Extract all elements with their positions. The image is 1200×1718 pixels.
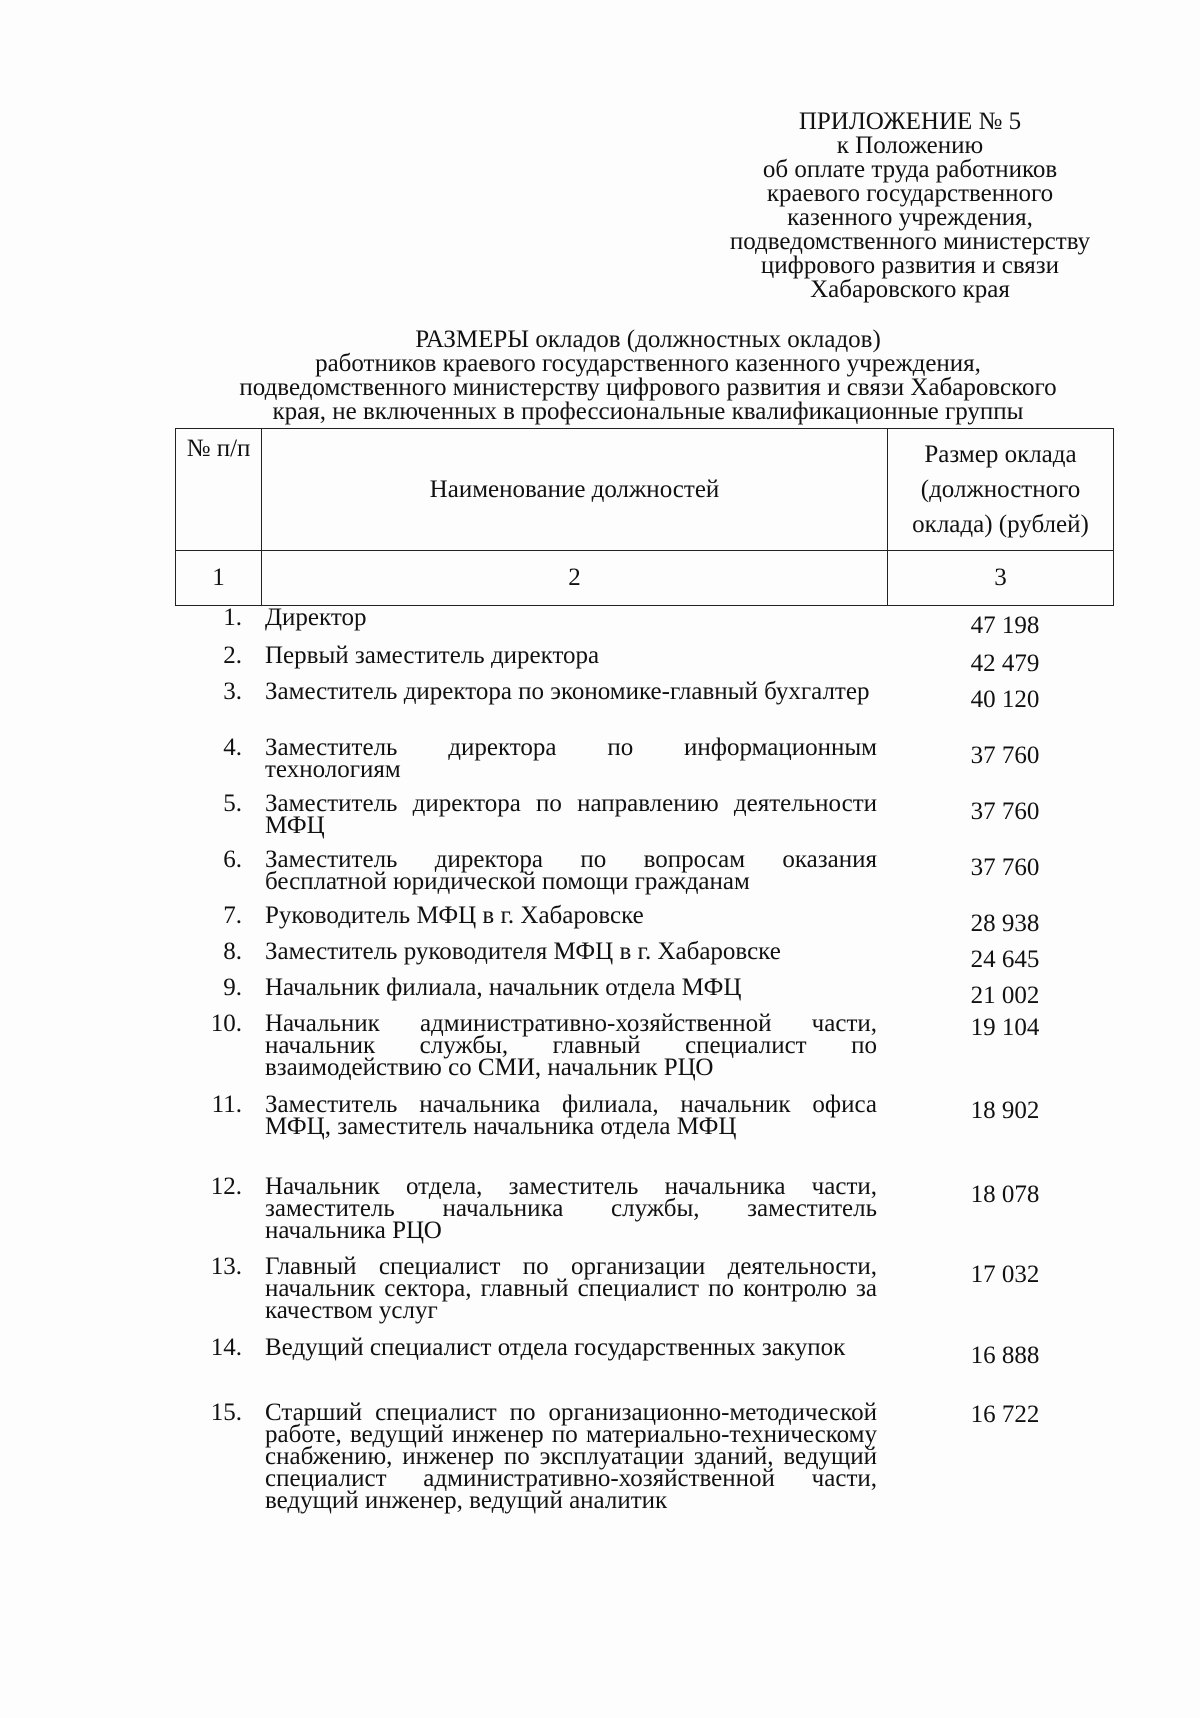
- column-number-row: [176, 551, 1114, 606]
- salary-value: 16 888: [970, 1342, 1040, 1369]
- title-line: работников краевого государственного казенного учреждения,: [315, 350, 981, 377]
- row-number: 10.: [210, 1010, 242, 1037]
- position-name: Заместитель директора по вопросам оказания бесплатной юридической помощи гражданам: [265, 846, 877, 895]
- header-row: [176, 429, 1114, 551]
- row-number: 7.: [223, 902, 242, 929]
- position-name: Начальник отдела, заместитель начальника части, заместитель начальника службы, заместитель начальника РЦО: [265, 1173, 877, 1244]
- position-name: Старший специалист по организационно-методической работе, ведущий инженер по материально-техническому снабжению, инженер по эксплуатации зданий, ведущий специалист административно-хозяйственной части, ведущий инженер, ведущий аналитик: [265, 1399, 877, 1514]
- appendix-line: об оплате труда работников: [762, 156, 1058, 183]
- row-number: 5.: [223, 790, 242, 817]
- row-number: 3.: [223, 678, 242, 705]
- position-name: Первый заместитель директора: [265, 642, 600, 669]
- position-name: Директор: [265, 604, 367, 631]
- position-name: Заместитель директора по экономике-главный бухгалтер: [265, 678, 870, 705]
- row-number: 14.: [210, 1334, 242, 1361]
- document-title: [168, 328, 1128, 424]
- salary-value: 37 760: [970, 798, 1040, 825]
- appendix-line: Хабаровского края: [810, 276, 1010, 303]
- row-number: 8.: [223, 938, 242, 965]
- header-salary-line: Размер оклада: [924, 441, 1077, 468]
- salary-value: 18 902: [970, 1097, 1040, 1124]
- header-salary-line: (должностного: [920, 476, 1081, 503]
- position-name: Главный специалист по организации деятельности, начальник сектора, главный специалист по контролю за качеством услуг: [265, 1253, 877, 1324]
- row-number: 13.: [210, 1253, 242, 1280]
- position-name: Заместитель начальника филиала, начальник офиса МФЦ, заместитель начальника отдела МФЦ: [265, 1091, 877, 1140]
- salary-value: 37 760: [970, 854, 1040, 881]
- appendix-line: к Положению: [836, 132, 984, 159]
- row-number: 11.: [211, 1091, 242, 1118]
- header-number-cell: № п/п: [176, 429, 262, 551]
- position-name: Заместитель директора по информационным технологиям: [265, 734, 877, 783]
- position-name: Ведущий специалист отдела государственных закупок: [265, 1334, 846, 1361]
- row-number: 6.: [223, 846, 242, 873]
- salary-value: 16 722: [970, 1401, 1040, 1428]
- appendix-line: краевого государственного: [766, 180, 1054, 207]
- header-salary-line: оклада) (рублей): [912, 511, 1089, 538]
- appendix-line: казенного учреждения,: [787, 204, 1033, 231]
- row-number: 1.: [223, 604, 242, 631]
- salary-table-header: [175, 428, 1114, 606]
- salary-value: 19 104: [970, 1014, 1040, 1041]
- position-name: Заместитель директора по направлению деятельности МФЦ: [265, 790, 877, 839]
- column-number: 3: [888, 551, 1114, 606]
- appendix-line: цифрового развития и связи: [760, 252, 1060, 279]
- appendix-line: ПРИЛОЖЕНИЕ № 5: [798, 108, 1022, 135]
- header-salary-cell: [888, 429, 1114, 551]
- appendix-line: подведомственного министерству: [729, 228, 1091, 255]
- salary-value: 28 938: [970, 910, 1040, 937]
- salary-value: 42 479: [970, 650, 1040, 677]
- salary-value: 40 120: [970, 686, 1040, 713]
- title-line: края, не включенных в профессиональные квалификационные группы: [272, 398, 1024, 425]
- row-number: 4.: [223, 734, 242, 761]
- header-position-cell: Наименование должностей: [262, 429, 888, 551]
- salary-value: 18 078: [970, 1181, 1040, 1208]
- row-number: 12.: [210, 1173, 242, 1200]
- appendix-header: [690, 110, 1130, 302]
- column-number: 2: [262, 551, 888, 606]
- position-name: Начальник филиала, начальник отдела МФЦ: [265, 974, 742, 1001]
- salary-value: 21 002: [970, 982, 1040, 1009]
- row-number: 15.: [210, 1399, 242, 1426]
- salary-value: 17 032: [970, 1261, 1040, 1288]
- position-name: Начальник административно-хозяйственной части, начальник службы, главный специалист по взаимодействию со СМИ, начальник РЦО: [265, 1010, 877, 1081]
- column-number: 1: [176, 551, 262, 606]
- salary-value: 24 645: [970, 946, 1040, 973]
- title-line: подведомственного министерству цифрового развития и связи Хабаровского: [239, 374, 1057, 401]
- position-name: Руководитель МФЦ в г. Хабаровске: [265, 902, 644, 929]
- title-line: РАЗМЕРЫ окладов (должностных окладов): [415, 326, 881, 353]
- row-number: 2.: [223, 642, 242, 669]
- row-number: 9.: [223, 974, 242, 1001]
- position-name: Заместитель руководителя МФЦ в г. Хабаровске: [265, 938, 781, 965]
- salary-value: 37 760: [970, 742, 1040, 769]
- salary-value: 47 198: [970, 612, 1040, 639]
